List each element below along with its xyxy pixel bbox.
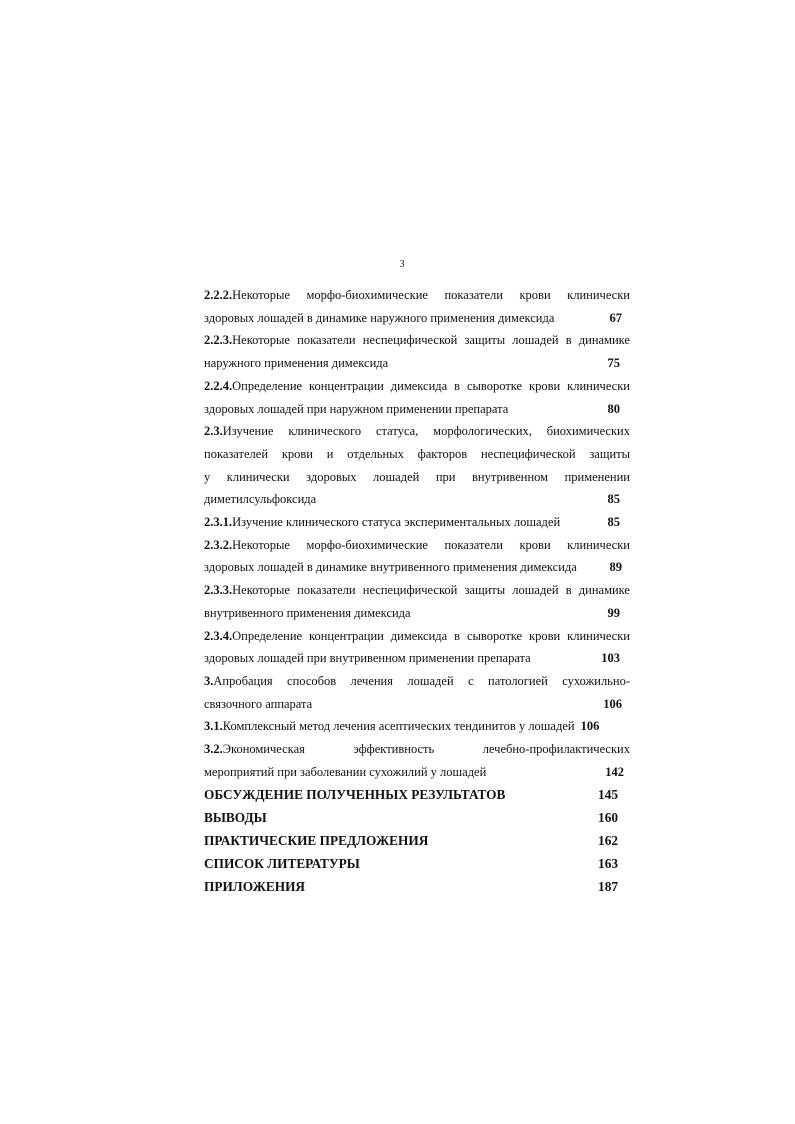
toc-chapter-recommendations[interactable] xyxy=(204,829,630,852)
toc-chapter-appendices[interactable] xyxy=(204,875,630,898)
entry-text: Изучение клинического статуса, морфологических, биохимических xyxy=(222,424,630,439)
entry-page: 99 xyxy=(607,605,620,620)
entry-text: диметилсульфоксида xyxy=(204,492,317,507)
toc-entry-2-2-2[interactable] xyxy=(204,284,630,329)
entry-text: показателей крови и отдельных факторов неспецифической защиты xyxy=(204,446,630,461)
entry-page: 85 xyxy=(607,515,620,530)
entry-page: 106 xyxy=(580,719,600,734)
entry-text: Апробация способов лечения лошадей с патологией сухожильно- xyxy=(213,673,630,688)
entry-number: 3.1. xyxy=(204,719,223,734)
entry-number: 3.2. xyxy=(204,742,223,757)
entry-text: здоровых лошадей при внутривенном применении препарата xyxy=(204,651,531,666)
chapter-page: 163 xyxy=(598,856,618,872)
entry-number: 2.2.4. xyxy=(204,378,233,393)
toc-entry-2-3[interactable] xyxy=(204,420,630,511)
entry-text: Определение концентрации димексида в сыворотке крови клинически xyxy=(232,628,630,643)
entry-text: здоровых лошадей при наружном применении препарата xyxy=(204,401,509,416)
chapter-title: ВЫВОДЫ xyxy=(204,810,267,826)
toc-chapter-discussion[interactable] xyxy=(204,783,630,806)
entry-text: мероприятий при заболевании сухожилий у лошадей xyxy=(204,764,487,779)
entry-page: 75 xyxy=(607,356,620,371)
entry-number: 2.2.3. xyxy=(204,333,233,348)
entry-number: 3. xyxy=(204,673,214,688)
entry-number: 2.3.2. xyxy=(204,537,233,552)
toc-entry-2-3-2[interactable] xyxy=(204,534,630,579)
entry-text: Некоторые показатели неспецифической защиты лошадей в динамике xyxy=(232,333,630,348)
entry-text: Экономическая эффективность лечебно-профилактических xyxy=(222,742,630,757)
chapter-title: ПРАКТИЧЕСКИЕ ПРЕДЛОЖЕНИЯ xyxy=(204,833,429,849)
entry-text: Некоторые показатели неспецифической защиты лошадей в динамике xyxy=(232,583,630,598)
entry-text: Некоторые морфо-биохимические показатели крови клинически xyxy=(232,537,630,552)
entry-page: 67 xyxy=(609,310,622,325)
entry-number: 2.2.2. xyxy=(204,288,233,302)
toc-chapter-conclusions[interactable] xyxy=(204,806,630,829)
entry-page: 103 xyxy=(601,651,620,666)
chapter-page: 187 xyxy=(598,879,618,895)
entry-page: 142 xyxy=(605,764,624,779)
table-of-contents xyxy=(204,284,630,898)
toc-entry-3-1[interactable] xyxy=(204,715,630,738)
entry-page: 85 xyxy=(607,492,620,507)
chapter-title: ПРИЛОЖЕНИЯ xyxy=(204,879,306,895)
toc-entry-2-3-3[interactable] xyxy=(204,579,630,624)
entry-text: здоровых лошадей в динамике внутривенного применения димексида xyxy=(204,560,577,575)
entry-number: 2.3.1. xyxy=(204,515,233,530)
toc-entry-2-2-3[interactable] xyxy=(204,329,630,374)
chapter-page: 160 xyxy=(598,810,618,826)
entry-page: 106 xyxy=(603,696,622,711)
toc-entry-2-3-4[interactable] xyxy=(204,625,630,670)
toc-entry-3[interactable] xyxy=(204,670,630,715)
page-number: 3 xyxy=(399,259,405,270)
toc-entry-2-2-4[interactable] xyxy=(204,375,630,420)
entry-text: внутривенного применения димексида xyxy=(204,605,411,620)
toc-chapter-references[interactable] xyxy=(204,852,630,875)
entry-text: связочного аппарата xyxy=(204,696,313,711)
entry-text: Определение концентрации димексида в сыворотке крови клинически xyxy=(232,378,630,393)
toc-entry-2-3-1[interactable] xyxy=(204,511,630,534)
chapter-title: СПИСОК ЛИТЕРАТУРЫ xyxy=(204,856,360,872)
entry-text: наружного применения димексида xyxy=(204,356,389,371)
toc-entry-3-2[interactable] xyxy=(204,738,630,783)
entry-number: 2.3.4. xyxy=(204,628,233,643)
entry-number: 2.3. xyxy=(204,424,223,439)
entry-number: 2.3.3. xyxy=(204,583,233,598)
entry-page: 80 xyxy=(607,401,620,416)
entry-page: 89 xyxy=(609,560,622,575)
entry-text: у клинически здоровых лошадей при внутривенном применении xyxy=(204,469,630,484)
entry-text: Комплексный метод лечения асептических тендинитов у лошадей xyxy=(222,719,575,734)
entry-text: здоровых лошадей в динамике наружного применения димексида xyxy=(204,310,555,325)
entry-text: Изучение клинического статуса экспериментальных лошадей xyxy=(232,515,561,530)
chapter-title: ОБСУЖДЕНИЕ ПОЛУЧЕННЫХ РЕЗУЛЬТАТОВ xyxy=(204,787,506,803)
entry-text: Некоторые морфо-биохимические показатели крови клинически xyxy=(232,288,630,302)
chapter-page: 162 xyxy=(598,833,618,849)
chapter-page: 145 xyxy=(598,787,618,803)
